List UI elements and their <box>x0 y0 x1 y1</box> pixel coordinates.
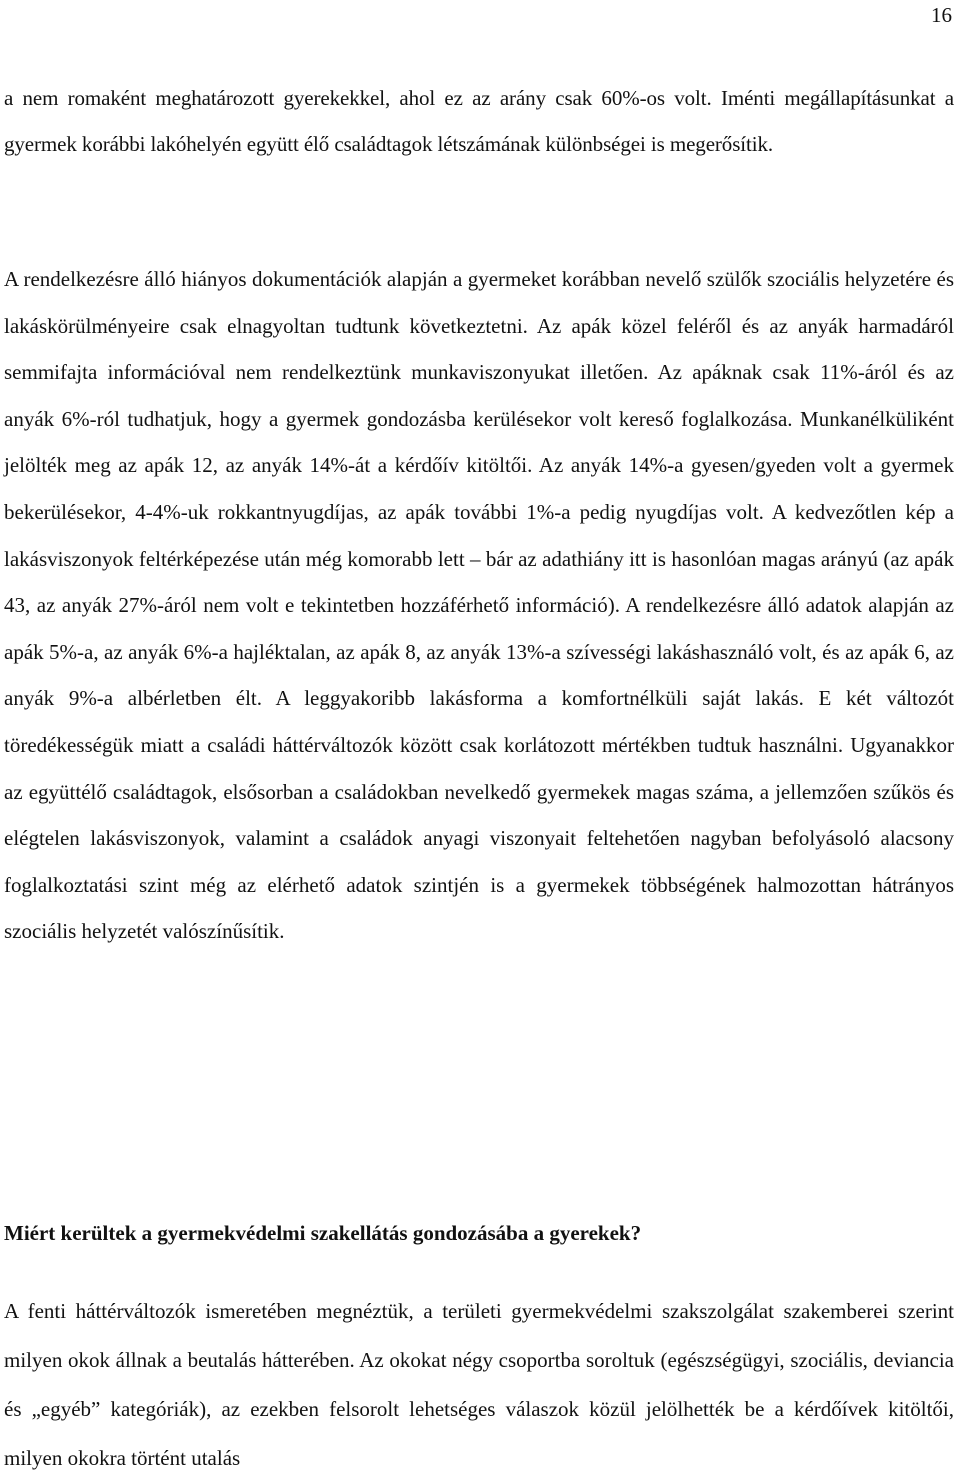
page-number: 16 <box>931 3 952 27</box>
paragraph-social-situation: A rendelkezésre álló hiányos dokumentációk alapján a gyermeket korábban nevelő szülők szociális helyzetére és lakáskörülményeire csak elnagyoltan tudtunk következtetni. Az apák közel feléről és az anyák harmadáról semmifajta információval nem rendelkeztünk munkaviszonyukat illetően. Az apáknak csak 11%-áról és az anyák 6%-ról tudhatjuk, hogy a gyermek gondozásba kerülésekor volt kereső foglalkozása. Munkanélküliként jelölték meg az apák 12, az anyák 14%-át a kérdőív kitöltői. Az anyák 14%-a gyesen/gyeden volt a gyermek bekerülésekor, 4-4%-uk rokkantnyugdíjas, az apák további 1%-a pedig nyugdíjas volt. A kedvezőtlen kép a lakásviszonyok feltérképezése után még komorabb lett – bár az adathiány itt is hasonlóan magas arányú (az apák 43, az anyák 27%-áról nem volt e tekintetben hozzáférhető információ). A rendelkezésre álló adatok alapján az apák 5%-a, az anyák 6%-a hajléktalan, az apák 8, az anyák 13%-a szívességi lakáshasználó volt, és az apák 6, az anyák 9%-a albérletben élt. A leggyakoribb lakásforma a komfortnélküli saját lakás. E két változót töredékességük miatt a családi háttérváltozók között csak korlátozott mértékben tudtuk használni. Ugyanakkor az együttélő családtagok, elsősorban a családokban nevelkedő gyermekek magas száma, a jellemzően szűkös és elégtelen lakásviszonyok, valamint a családok anyagi viszonyait feltehetően nagyban befolyásoló alacsony foglalkoztatási szint még az elérhető adatok szintjén is a gyermekek többségének halmozottan hátrányos szociális helyzetét valószínűsítik. <box>4 267 954 944</box>
paragraph-intro: a nem romaként meghatározott gyerekekkel, ahol ez az arány csak 60%-os volt. Iménti megállapításunkat a gyermek korábbi lakóhelyén együtt élő családtagok létszámának különbségei is megerősítik. <box>4 86 954 156</box>
section-heading: Miért kerültek a gyermekvédelmi szakellátás gondozásába a gyerekek? <box>4 1221 642 1245</box>
paragraph-referral-reasons: A fenti háttérváltozók ismeretében megnéztük, a területi gyermekvédelmi szakszolgálat szakemberei szerint milyen okok állnak a beutalás hátterében. Az okokat négy csoportba soroltuk (egészségügyi, szociális, deviancia és „egyéb” kategóriák), az ezekben felsorolt lehetséges válaszok közül jelölhették be a kérdőívek kitöltői, milyen okokra történt utalás <box>4 1299 954 1470</box>
